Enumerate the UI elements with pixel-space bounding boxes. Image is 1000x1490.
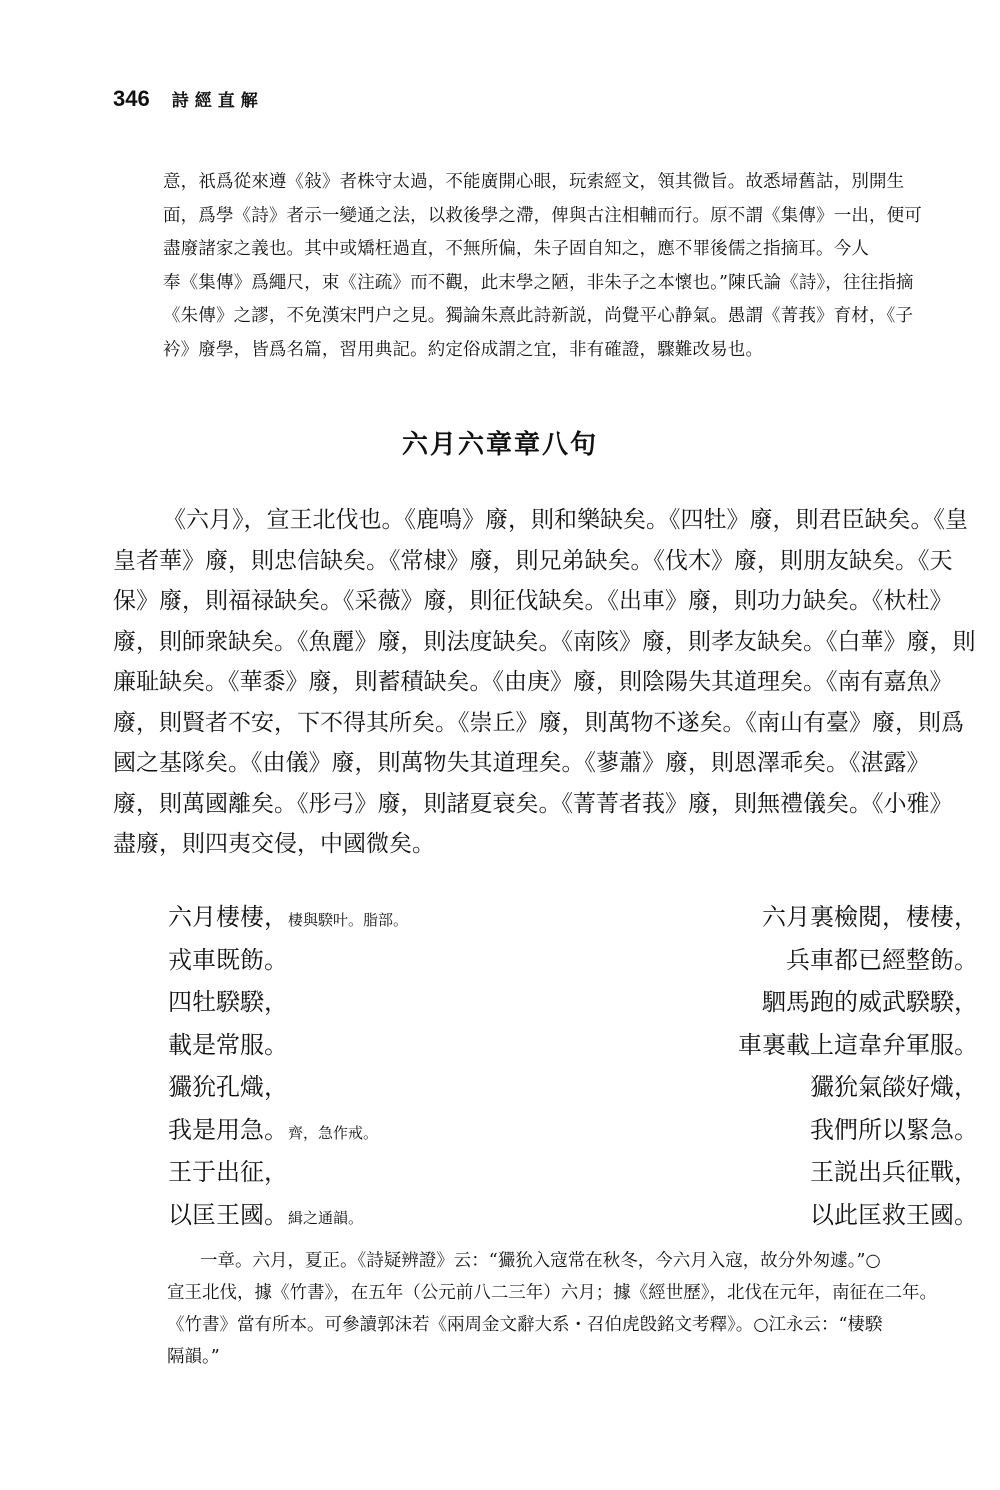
poem-line xyxy=(168,1151,978,1194)
commentary-line: 衿》廢學，皆爲名篇，習用典記。約定俗成謂之宜，非有確證，驟難改易也。 xyxy=(163,339,764,360)
commentary-paragraph xyxy=(163,166,993,367)
poem-line xyxy=(168,939,978,982)
preface-line: 皇者華》廢，則忠信缺矣。《常棣》廢，則兄弟缺矣。《伐木》廢，則朋友缺矣。《天 xyxy=(113,547,953,574)
preface-line: 盡廢，則四夷交侵，中國微矣。 xyxy=(113,831,435,857)
poem-translation: 駟馬跑的威武騤騤， xyxy=(762,988,978,1016)
poem-translation: 我們所以緊急。 xyxy=(810,1115,978,1144)
poem-line xyxy=(168,1194,978,1237)
annotation-line: 一章。六月，夏正。《詩疑辨證》云：“玁狁入寇常在秋冬，今六月入寇，故分外匆遽。”○ xyxy=(200,1251,881,1271)
poem-translation: 六月裏檢閱，棲棲， xyxy=(762,903,978,931)
section-title: 六月六章章八句 xyxy=(401,430,598,460)
poem-original: 玁狁孔熾， xyxy=(168,1073,288,1101)
poem-line xyxy=(168,1066,978,1109)
poem-original: 六月棲棲，棲與騤叶。脂部。 xyxy=(168,903,409,931)
annotation-line: 《竹書》當有所本。可參讀郭沫若《兩周金文辭大系・召伯虎𣪘銘文考釋》。○江永云：“棲騤 xyxy=(167,1315,883,1335)
preface-line: 廢，則賢者不安，下不得其所矣。《崇丘》廢，則萬物不遂矣。《南山有臺》廢，則爲 xyxy=(113,709,964,736)
preface-line: 《六月》，宣王北伐也。《鹿鳴》廢，則和樂缺矣。《四牡》廢，則君臣缺矣。《皇 xyxy=(163,507,968,533)
poem-stanza xyxy=(168,896,978,1236)
poem-translation: 兵車都已經整飭。 xyxy=(786,945,978,974)
poem-original: 戎車既飭。 xyxy=(168,945,288,974)
poem-original: 四牡騤騤， xyxy=(168,988,288,1016)
rhyme-note: 棲與騤叶。脂部。 xyxy=(288,911,409,929)
commentary-line: 奉《集傳》爲繩尺，束《注疏》而不觀，此末學之陋，非朱子之本懷也。”陳氏論《詩》，往往指摘 xyxy=(163,272,914,293)
rhyme-note: 齊，急作戒。 xyxy=(288,1123,379,1142)
poem-original: 我是用急。齊，急作戒。 xyxy=(168,1115,379,1144)
commentary-line: 盡廢諸家之義也。其中或矯枉過直，不無所偏，朱子固自知之，應不罪後儒之指摘耳。今人 xyxy=(163,239,869,259)
preface-line: 國之基隊矣。《由儀》廢，則萬物失其道理矣。《蓼蕭》廢，則恩澤乖矣。《湛露》 xyxy=(113,750,930,776)
preface-line: 廢，則萬國離矣。《彤弓》廢，則諸夏衰矣。《菁菁者莪》廢，則無禮儀矣。《小雅》 xyxy=(113,790,953,817)
preface-line: 保》廢，則福禄缺矣。《采薇》廢，則征伐缺矣。《出車》廢，則功力缺矣。《杕杜》 xyxy=(113,588,953,614)
annotation-paragraph xyxy=(167,1245,997,1373)
poem-translation: 玁狁氣燄好熾， xyxy=(810,1073,978,1101)
poem-line xyxy=(168,896,978,939)
poem-original: 王于出征， xyxy=(168,1158,288,1186)
preface-line: 廉耻缺矣。《華黍》廢，則蓄積缺矣。《由庚》廢，則陰陽失其道理矣。《南有嘉魚》 xyxy=(113,669,953,695)
poem-line xyxy=(168,981,978,1024)
poem-translation: 以此匡救王國。 xyxy=(810,1200,978,1229)
commentary-line: 意，祇爲從來遵《敍》者株守太過，不能廣開心眼，玩索經文，領其微旨。故悉埽舊詁，別開生 xyxy=(163,172,905,192)
preface-paragraph xyxy=(113,500,993,865)
poem-line xyxy=(168,1024,978,1067)
poem-original: 以匡王國。緝之通韻。 xyxy=(168,1200,364,1229)
page-number: 346 xyxy=(113,86,150,111)
annotation-line: 宣王北伐，據《竹書》，在五年（公元前八二三年）六月；據《經世歷》，北伐在元年，南征在二年。 xyxy=(167,1283,937,1303)
page-header xyxy=(113,86,264,112)
preface-line: 廢，則師衆缺矣。《魚麗》廢，則法度缺矣。《南陔》廢，則孝友缺矣。《白華》廢，則 xyxy=(113,628,976,655)
poem-translation: 車裏載上這韋弁軍服。 xyxy=(738,1030,978,1059)
running-title: 詩經直解 xyxy=(171,91,264,111)
commentary-line: 面，爲學《詩》者示一變通之法，以救後學之滯，俾與古注相輔而行。原不謂《集傳》一出，便可 xyxy=(163,205,922,226)
poem-translation: 王説出兵征戰， xyxy=(810,1158,978,1186)
rhyme-note: 緝之通韻。 xyxy=(288,1208,364,1227)
poem-original: 載是常服。 xyxy=(168,1030,288,1059)
commentary-line: 《朱傳》之謬，不免漢宋門户之見。獨論朱熹此詩新説，尚覺平心静氣。愚謂《菁莪》育材，《子 xyxy=(163,306,914,326)
annotation-line: 隔韻。” xyxy=(167,1347,220,1367)
poem-line xyxy=(168,1109,978,1152)
